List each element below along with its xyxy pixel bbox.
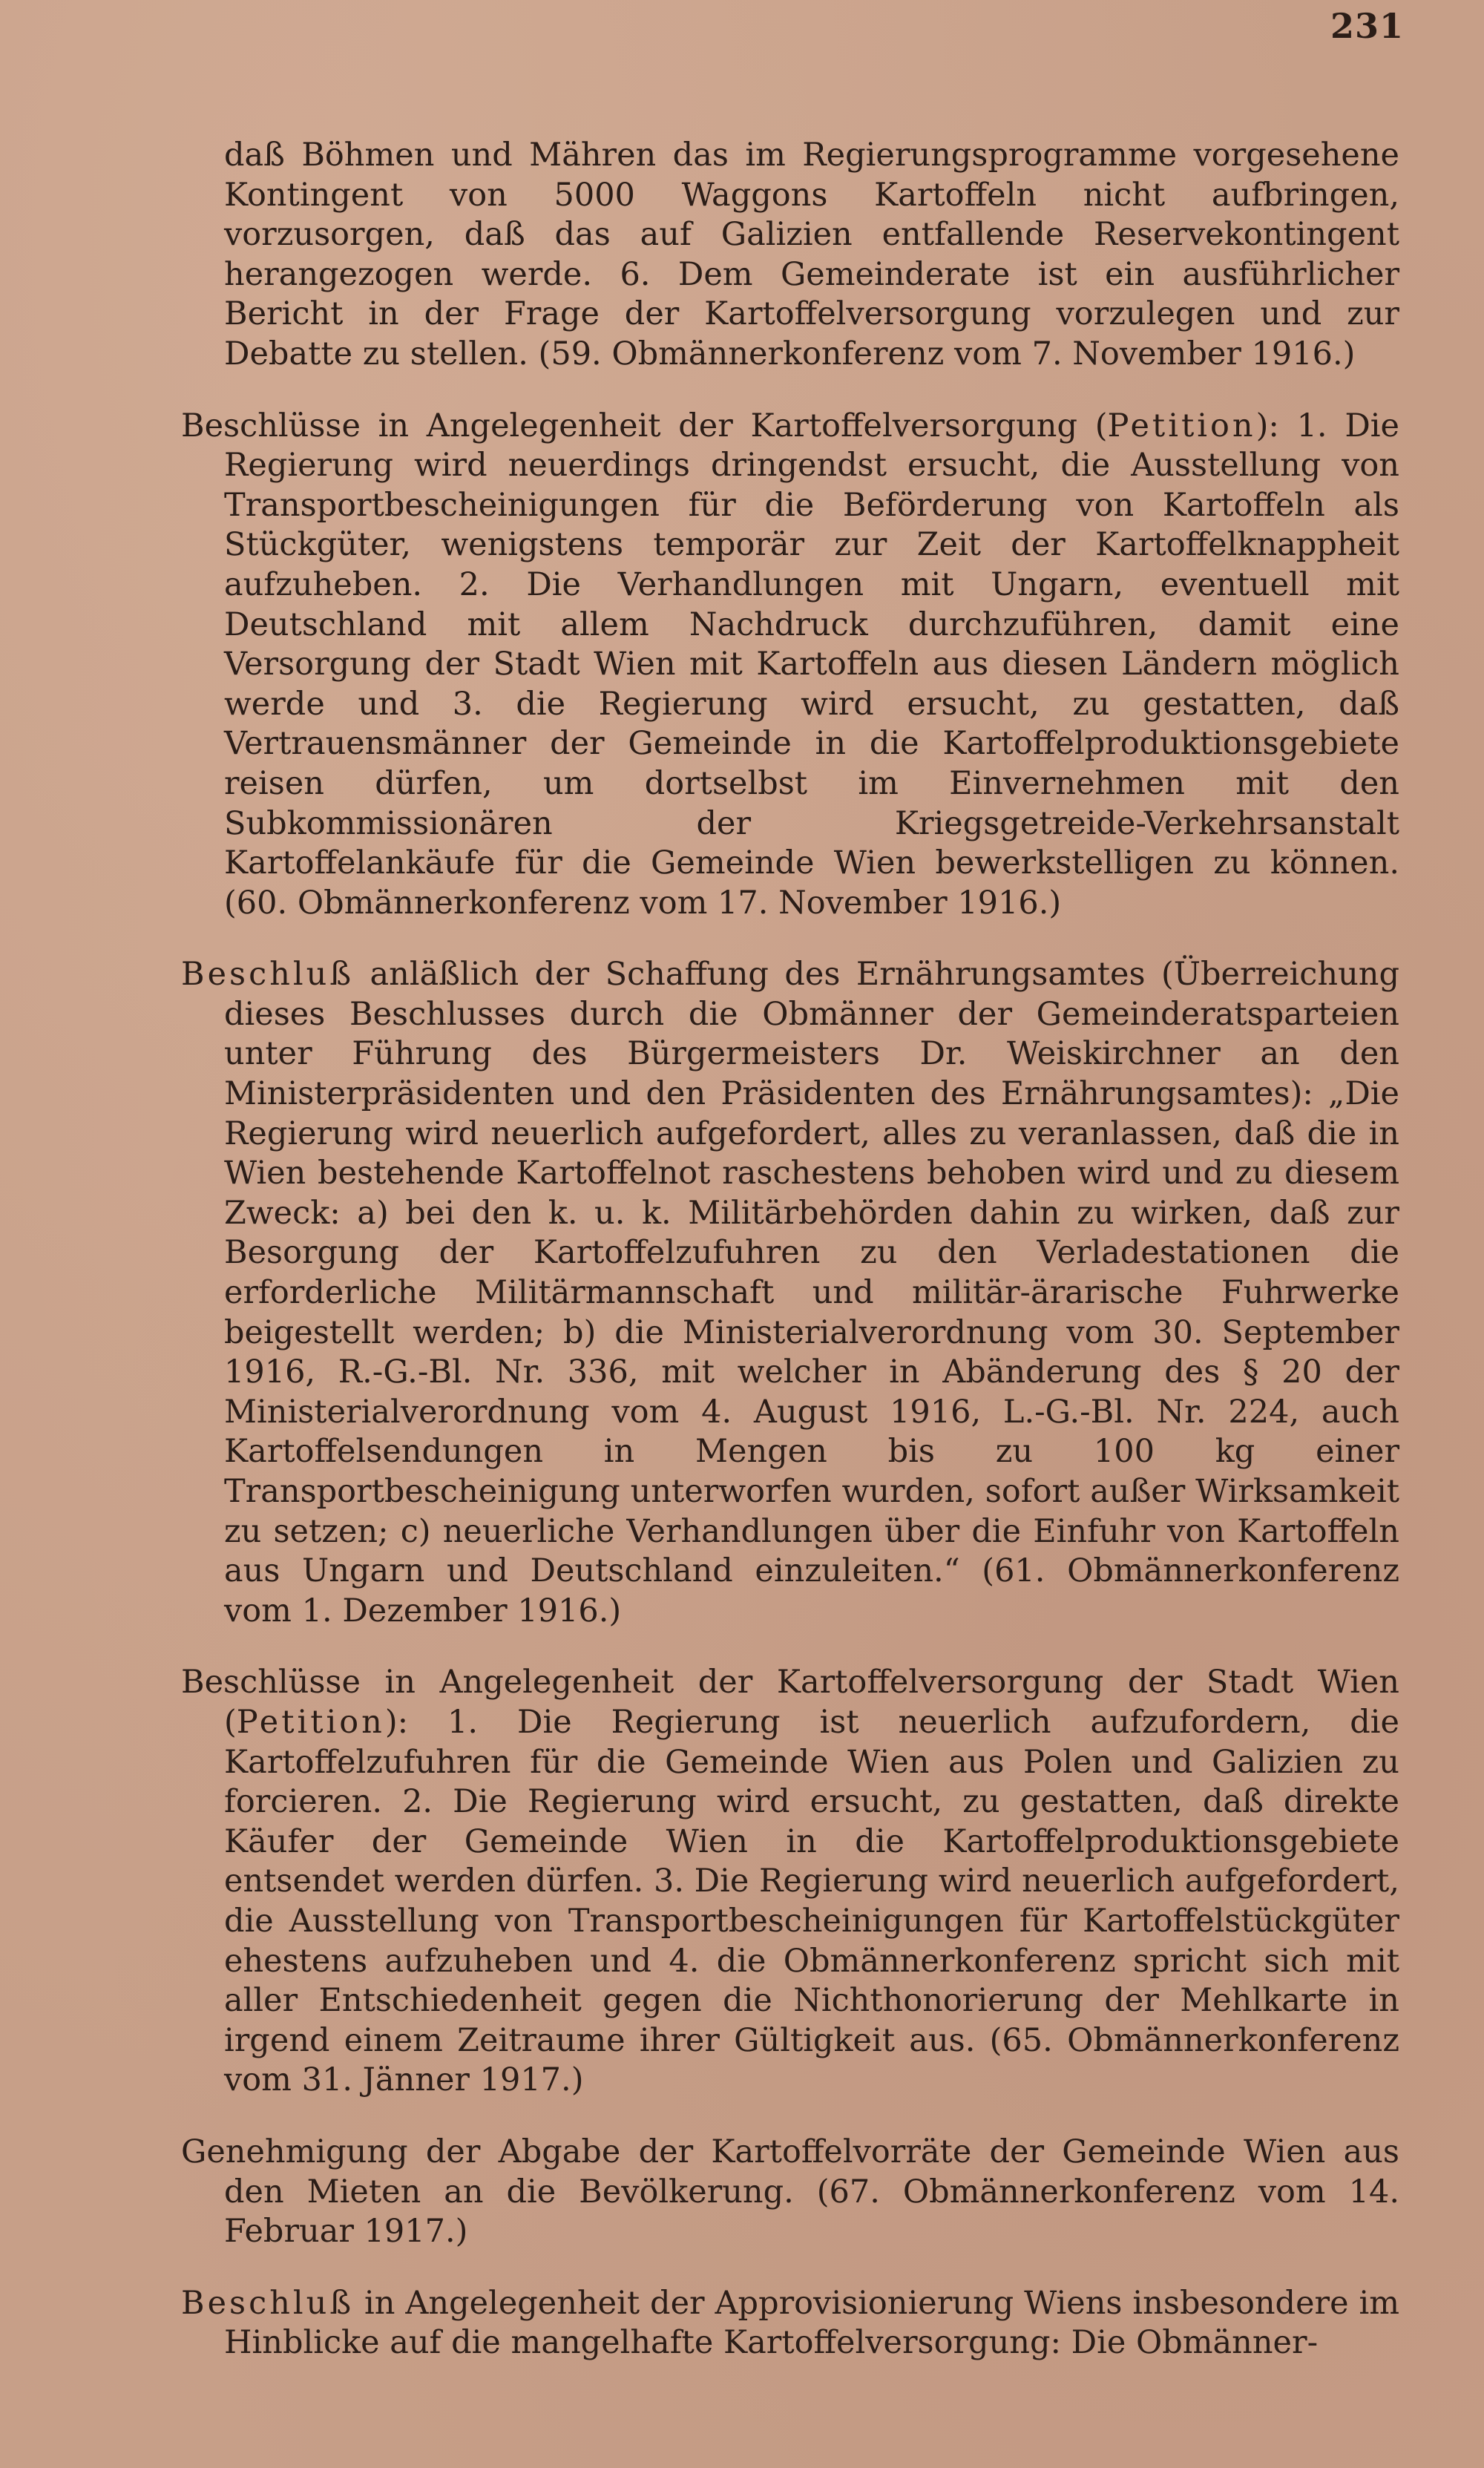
entry-lead: Beschlüsse in Angelegenheit der Kartoffelversorgung der Stadt Wien ( — [181, 1664, 1399, 1741]
entry-text: ): 1. Die Regierung wird neuerdings dringendst ersucht, die Ausstellung von Transportbescheinigungen für die Beförderung von Kartoffeln als Stückgüter, wenigstens temporär zur Zeit der Kartoffelknappheit aufzuheben. 2. Die Verhandlungen mit Ungarn, eventuell mit Deutschland mit allem Nachdruck durchzuführen, damit eine Versorgung der Stadt Wien mit Kartoffeln aus diesen Ländern möglich werde und 3. die Regierung wird ersucht, zu gestatten, daß Vertrauensmänner der Gemeinde in die Kartoffelproduktionsgebiete reisen dürfen, um dortselbst im Einvernehmen mit den Subkommissionären der Kriegsgetreide-Verkehrsanstalt Kartoffelankäufe für die Gemeinde Wien bewerkstelligen zu können. (60. Obmännerkonferenz vom 17. November 1916.) — [224, 407, 1399, 922]
entry-ernaehrungsamt-1916-12-01 — [181, 955, 1399, 1631]
entry-text: ): 1. Die Regierung ist neuerlich aufzufordern, die Kartoffelzufuhren für die Gemeinde Wien aus Polen und Galizien zu forcieren. 2. Die Regierung wird ersucht, zu gestatten, daß direkte Käufer der Gemeinde Wien in die Kartoffelproduktionsgebiete entsendet werden dürfen. 3. Die Regierung wird neuerlich aufgefordert, die Ausstellung von Transportbescheinigungen für Kartoffelstückgüter ehestens aufzuheben und 4. die Obmännerkonferenz spricht sich mit aller Entschiedenheit gegen die Nichthonorierung der Mehlkarte in irgend einem Zeitraume ihrer Gültigkeit aus. (65. Obmännerkonferenz vom 31. Jänner 1917.) — [224, 1703, 1399, 2099]
entry-text: daß Böhmen und Mähren das im Regierungsprogramme vorgesehene Kontingent von 5000 Waggons Kartoffeln nicht aufbringen, vorzusorgen, daß das auf Galizien entfallende Reservekontingent herangezogen werde. 6. Dem Gemeinderate ist ein ausführlicher Bericht in der Frage der Kartoffelversorgung vorzulegen und zur Debatte zu stellen. (59. Obmännerkonferenz vom 7. November 1916.) — [224, 137, 1399, 373]
entry-lead: Genehmigung der Abgabe der Kartoffelvorräte der Gemeinde Wien aus den Mieten an die Bevölkerung. (67. Obmännerkonferenz vom 14. Februar 1917.) — [181, 2133, 1399, 2251]
entry-text: in Angelegenheit der Approvisionierung Wiens insbesondere im Hinblicke auf die mangelhafte Kartoffelversorgung: Die Obmänner- — [224, 2284, 1399, 2362]
entry-petition-1916-11-17 — [181, 407, 1399, 924]
entry-genehmigung-1917-02-14 — [181, 2133, 1399, 2252]
entry-spaced-term: Petition — [236, 1703, 385, 1741]
entry-continuation — [181, 136, 1399, 375]
entry-spaced-term: Beschluß — [181, 956, 355, 994]
entry-text: anläßlich der Schaffung des Ernährungsamtes (Überreichung dieses Beschlusses durch die Obmänner der Gemeinderatsparteien unter Führung des Bürgermeisters Dr. Weiskirchner an den Ministerpräsidenten und den Präsidenten des Ernährungsamtes): „Die Regierung wird neuerlich aufgefordert, alles zu veranlassen, daß die in Wien bestehende Kartoffelnot raschestens behoben wird und zu diesem Zweck: a) bei den k. u. k. Militärbehörden dahin zu wirken, daß zur Besorgung der Kartoffelzufuhren zu den Verladestationen die erforderliche Militärmannschaft und militär-ärarische Fuhrwerke beigestellt werden; b) die Ministerialverordnung vom 30. September 1916, R.-G.-Bl. Nr. 336, mit welcher in Abänderung des § 20 der Ministerialverordnung vom 4. August 1916, L.-G.-Bl. Nr. 224, auch Kartoffelsendungen in Mengen bis zu 100 kg einer Transportbescheinigung unterworfen wurden, sofort außer Wirksamkeit zu setzen; c) neuerliche Verhandlungen über die Einfuhr von Kartoffeln aus Ungarn und Deutschland einzuleiten.“ (61. Obmännerkonferenz vom 1. Dezember 1916.) — [224, 956, 1399, 1630]
entry-spaced-term: Petition — [1107, 407, 1256, 444]
entry-approvisionierung — [181, 2284, 1399, 2363]
entry-lead: Beschlüsse in Angelegenheit der Kartoffelversorgung ( — [181, 407, 1108, 444]
entry-spaced-term: Beschluß — [181, 2284, 355, 2322]
resolution-list — [181, 104, 1399, 2384]
page-number: 231 — [1330, 6, 1404, 46]
entry-petition-1917-01-31 — [181, 1663, 1399, 2101]
